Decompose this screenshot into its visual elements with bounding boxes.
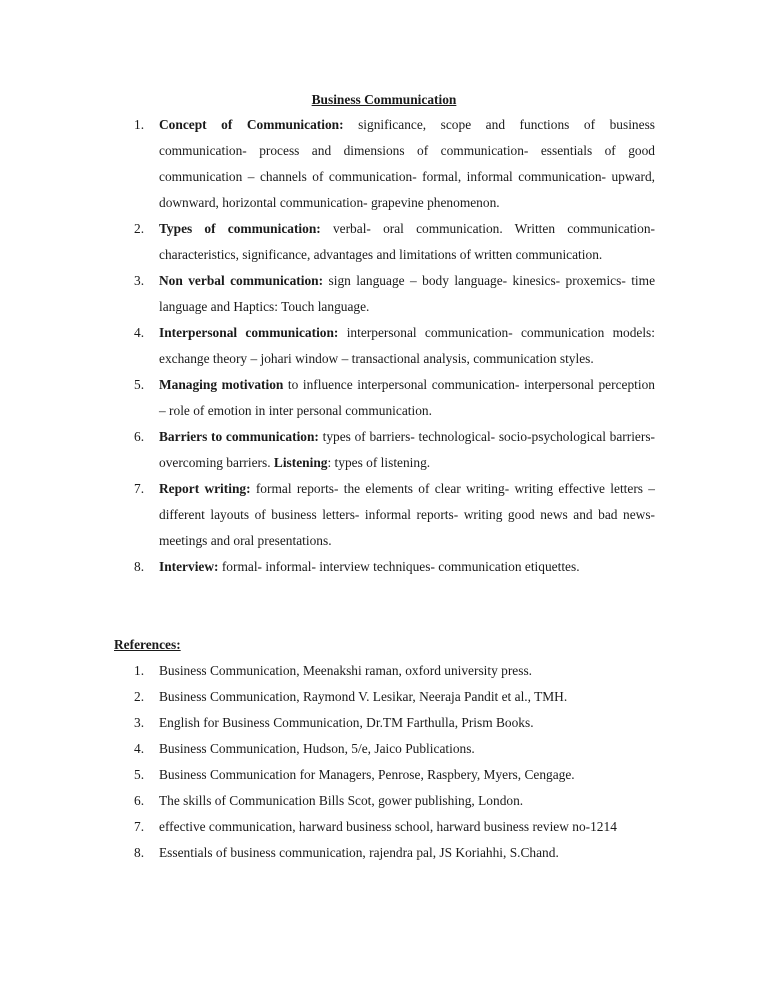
item-number: 7. <box>134 481 145 496</box>
topic-heading: Barriers to communication: <box>159 429 319 444</box>
item-number: 2. <box>134 221 145 236</box>
list-item <box>0 320 768 372</box>
reference-text: Business Communication, Meenakshi raman, oxford university press. <box>159 663 533 678</box>
topic-heading: Concept of Communication: <box>159 117 344 132</box>
topic-heading: Report writing: <box>159 481 251 496</box>
topic-heading: Interview: <box>159 559 219 574</box>
topic-text: to influence interpersonal communication- interpersonal perception – role of emotion in inter personal communication. <box>159 377 655 418</box>
item-number: 1. <box>134 663 145 678</box>
reference-text: The skills of Communication Bills Scot, gower publishing, London. <box>159 793 524 808</box>
reference-text: Business Communication, Hudson, 5/e, Jaico Publications. <box>159 741 475 756</box>
topic-heading: Non verbal communication: <box>159 273 324 288</box>
topic-text: formal reports- the elements of clear writing- writing effective letters – different layouts of business letters- informal reports- writing good news and bad news- meetings and oral presentations. <box>159 481 655 548</box>
list-item <box>0 372 768 424</box>
topic-text: interpersonal communication- communication models: exchange theory – johari window – transactional analysis, communication styles. <box>159 325 655 366</box>
item-number: 8. <box>134 559 145 574</box>
topic-text: sign language – body language- kinesics- proxemics- time language and Haptics: Touch language. <box>159 273 656 314</box>
topic-heading: Interpersonal communication: <box>159 325 339 340</box>
topic-text: significance, scope and functions of business communication- process and dimensions of communication- essentials of good communication – channels of communication- formal, informal communication- upward, downward, horizontal communication- grapevine phenomenon. <box>159 117 655 210</box>
list-item <box>0 476 768 554</box>
item-number: 3. <box>134 273 145 288</box>
topics-list <box>0 112 768 580</box>
topic-text: formal- informal- interview techniques- communication etiquettes. <box>218 559 580 574</box>
reference-text: English for Business Communication, Dr.TM Farthulla, Prism Books. <box>159 715 534 730</box>
list-item <box>0 216 768 268</box>
item-number: 5. <box>134 377 145 392</box>
page-title: Business Communication <box>311 92 457 107</box>
list-item <box>0 554 768 580</box>
topic-text: : types of listening. <box>327 455 431 470</box>
topic-subheading: Listening <box>273 455 328 470</box>
list-item <box>0 840 768 866</box>
item-number: 6. <box>134 793 145 808</box>
item-number: 4. <box>134 741 145 756</box>
references-heading: References: <box>114 637 181 652</box>
item-number: 5. <box>134 767 145 782</box>
item-number: 8. <box>134 845 145 860</box>
item-number: 7. <box>134 819 145 834</box>
list-item <box>0 268 768 320</box>
reference-text: Business Communication, Raymond V. Lesikar, Neeraja Pandit et al., TMH. <box>159 689 568 704</box>
topic-heading: Managing motivation <box>159 377 284 392</box>
reference-text: Essentials of business communication, rajendra pal, JS Koriahhi, S.Chand. <box>159 845 559 860</box>
item-number: 6. <box>134 429 145 444</box>
item-number: 1. <box>134 117 145 132</box>
list-item <box>0 736 768 762</box>
topic-heading: Types of communication: <box>159 221 321 236</box>
reference-text: effective communication, harward business school, harward business review no-1214 <box>159 819 617 834</box>
item-number: 2. <box>134 689 145 704</box>
topic-text: types of barriers- technological- socio-psychological barriers- overcoming barriers. <box>159 429 655 470</box>
list-item <box>0 762 768 788</box>
list-item <box>0 424 768 476</box>
list-item <box>0 684 768 710</box>
list-item <box>0 658 768 684</box>
list-item <box>0 710 768 736</box>
references-list <box>0 658 768 866</box>
reference-text: Business Communication for Managers, Penrose, Raspbery, Myers, Cengage. <box>159 767 575 782</box>
list-item <box>0 814 768 840</box>
topic-text: verbal- oral communication. Written communication- characteristics, significance, advantages and limitations of written communication. <box>159 221 655 262</box>
list-item <box>0 788 768 814</box>
list-item <box>0 112 768 216</box>
item-number: 4. <box>134 325 145 340</box>
item-number: 3. <box>134 715 145 730</box>
